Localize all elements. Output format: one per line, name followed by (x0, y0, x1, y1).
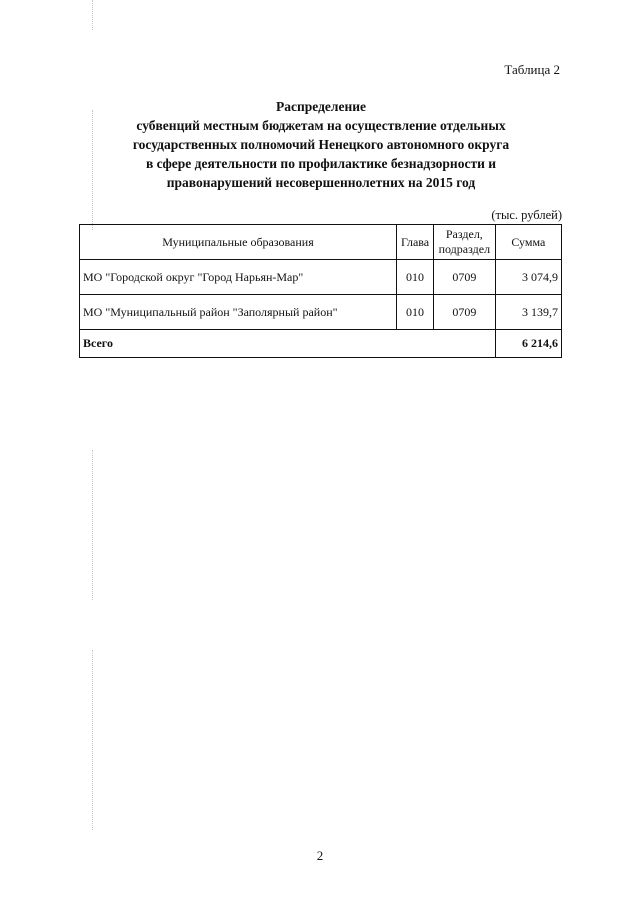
title-line-5: правонарушений несовершеннолетних на 2015 год (166, 175, 476, 190)
table-row (80, 295, 562, 330)
total-label: Всего (80, 330, 496, 358)
page-number: 2 (316, 848, 324, 863)
title-line-1: Распределение (275, 99, 367, 114)
row-razdel: 0709 (434, 295, 496, 330)
table-row (80, 260, 562, 295)
row-glava: 010 (397, 295, 434, 330)
header-summa: Сумма (495, 225, 561, 260)
title-line-2: субвенций местным бюджетам на осуществление отдельных (136, 118, 506, 133)
header-razdel: Раздел, подраздел (434, 225, 496, 260)
units-note: (тыс. рублей) (491, 208, 562, 222)
table-label: Таблица 2 (504, 62, 560, 77)
row-razdel: 0709 (434, 260, 496, 295)
document-title (80, 97, 562, 192)
total-row (80, 330, 562, 358)
distribution-table (79, 224, 562, 358)
title-line-3: государственных полномочий Ненецкого автономного округа (132, 137, 510, 152)
scan-artifact-middle (92, 450, 94, 600)
scan-artifact-top (92, 0, 94, 30)
header-glava: Глава (397, 225, 434, 260)
row-municipality: МО "Муниципальный район "Заполярный район" (80, 295, 397, 330)
title-line-4: в сфере деятельности по профилактике безнадзорности и (145, 156, 497, 171)
scan-artifact-lower (92, 650, 94, 830)
header-municipalities: Муниципальные образования (80, 225, 397, 260)
row-summa: 3 074,9 (495, 260, 561, 295)
table-header-row (80, 225, 562, 260)
row-glava: 010 (397, 260, 434, 295)
row-municipality: МО "Городской округ "Город Нарьян-Мар" (80, 260, 397, 295)
total-summa: 6 214,6 (495, 330, 561, 358)
row-summa: 3 139,7 (495, 295, 561, 330)
